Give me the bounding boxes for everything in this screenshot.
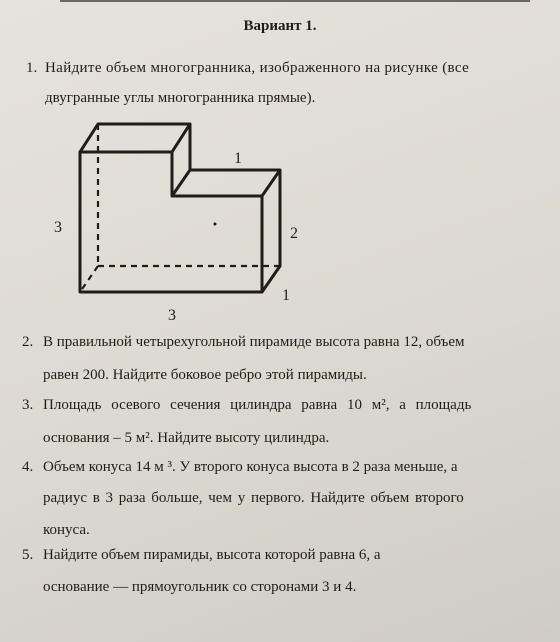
task-number: 4.: [22, 459, 34, 475]
label-top-length: 1: [234, 150, 242, 167]
label-right-height: 2: [290, 225, 298, 242]
label-left-height: 3: [54, 219, 62, 236]
task-line: радиус в 3 раза больше, чем у первого. Найдите объем второго: [43, 490, 464, 506]
task-5: [22, 540, 552, 610]
top-face-back: [80, 124, 190, 152]
task-2: [22, 327, 552, 387]
task-line: двугранные углы многогранника прямые).: [45, 90, 316, 106]
task-1: [26, 53, 546, 113]
task-number: 3.: [22, 397, 34, 413]
task-3: [22, 390, 552, 450]
right-face: [262, 170, 280, 292]
task-line: основания – 5 м². Найдите высоту цилиндра.: [43, 430, 330, 446]
task-line: конуса.: [43, 522, 90, 538]
task-line: равен 200. Найдите боковое ребро этой пирамиды.: [43, 367, 367, 383]
task-line: Объем конуса 14 м ³. У второго конуса высота в 2 раза меньше, а: [43, 459, 458, 475]
task-line: Найдите объем пирамиды, высота которой равна 6, а: [43, 547, 381, 563]
label-bottom-length: 3: [168, 307, 176, 324]
task-number: 1.: [26, 60, 38, 76]
top-rule: [60, 0, 530, 2]
task-number: 5.: [22, 547, 34, 563]
polyhedron-figure: [50, 112, 310, 332]
task-line: Найдите объем многогранника, изображенного на рисунке (все: [45, 60, 470, 76]
task-line: В правильной четырехугольной пирамиде высота равна 12, объем: [43, 334, 465, 350]
variant-title: Вариант 1.: [243, 18, 317, 34]
task-number: 2.: [22, 334, 34, 350]
step-edge: [172, 124, 190, 196]
label-depth: 1: [282, 287, 290, 304]
task-line: Площадь осевого сечения цилиндра равна 10 м², а площадь: [43, 397, 472, 413]
top-face-front: [190, 170, 280, 196]
front-face: [80, 152, 262, 292]
task-line: основание — прямоугольник со сторонами 3 и 4.: [43, 579, 357, 595]
hidden-edge-depth: [80, 266, 98, 292]
task-4: [22, 452, 552, 547]
dot-mark: [214, 223, 217, 226]
